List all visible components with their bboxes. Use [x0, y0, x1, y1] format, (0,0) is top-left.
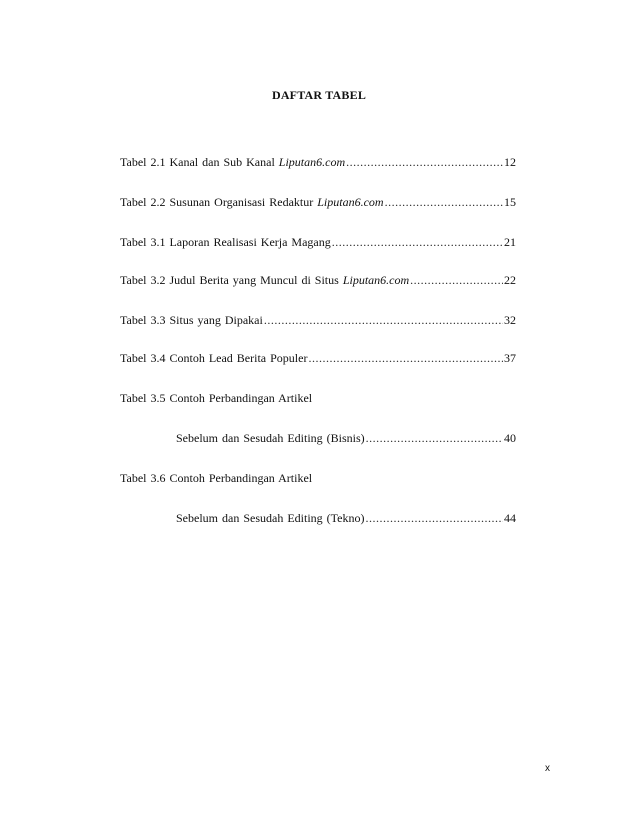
table-entry — [120, 195, 516, 209]
entry-label: Tabel 3.1 Laporan Realisasi Kerja Magang — [120, 235, 331, 249]
table-entry — [176, 511, 516, 525]
entry-page: 15 — [504, 195, 516, 209]
table-entry-heading — [120, 471, 516, 485]
entry-page: 12 — [504, 155, 516, 169]
entry-page: 37 — [504, 351, 516, 365]
table-entry — [120, 313, 516, 327]
dot-leader — [385, 195, 503, 209]
table-entry — [120, 351, 516, 365]
entry-page: 40 — [504, 431, 516, 445]
entry-label: Tabel 2.1 Kanal dan Sub Kanal Liputan6.com — [120, 155, 346, 169]
table-entry-heading — [120, 391, 516, 405]
entry-page: 21 — [504, 235, 516, 249]
dot-leader — [308, 351, 503, 365]
page-title: DAFTAR TABEL — [271, 88, 367, 102]
entry-label: Sebelum dan Sesudah Editing (Bisnis) — [176, 431, 365, 445]
entry-label: Tabel 3.5 Contoh Perbandingan Artikel — [120, 391, 313, 405]
entry-label: Tabel 3.3 Situs yang Dipakai — [120, 313, 263, 327]
entry-label: Tabel 3.2 Judul Berita yang Muncul di Situs Liputan6.com — [120, 273, 410, 287]
entry-label: Tabel 3.4 Contoh Lead Berita Populer — [120, 351, 308, 365]
entry-label: Sebelum dan Sesudah Editing (Tekno) — [176, 511, 365, 525]
dot-leader — [410, 273, 503, 287]
dot-leader — [366, 431, 503, 445]
entry-page: 22 — [504, 273, 516, 287]
table-entry — [176, 431, 516, 445]
entry-page: 44 — [504, 511, 516, 525]
entry-label: Tabel 2.2 Susunan Organisasi Redaktur Liputan6.com — [120, 195, 384, 209]
entry-label: Tabel 3.6 Contoh Perbandingan Artikel — [120, 471, 313, 485]
dot-leader — [346, 155, 503, 169]
entry-page: 32 — [504, 313, 516, 327]
dot-leader — [365, 511, 503, 525]
table-entry — [120, 235, 516, 249]
table-entry — [120, 155, 516, 169]
dot-leader — [264, 313, 503, 327]
dot-leader — [332, 235, 503, 249]
page-number: x — [545, 763, 550, 774]
table-entry — [120, 273, 516, 287]
